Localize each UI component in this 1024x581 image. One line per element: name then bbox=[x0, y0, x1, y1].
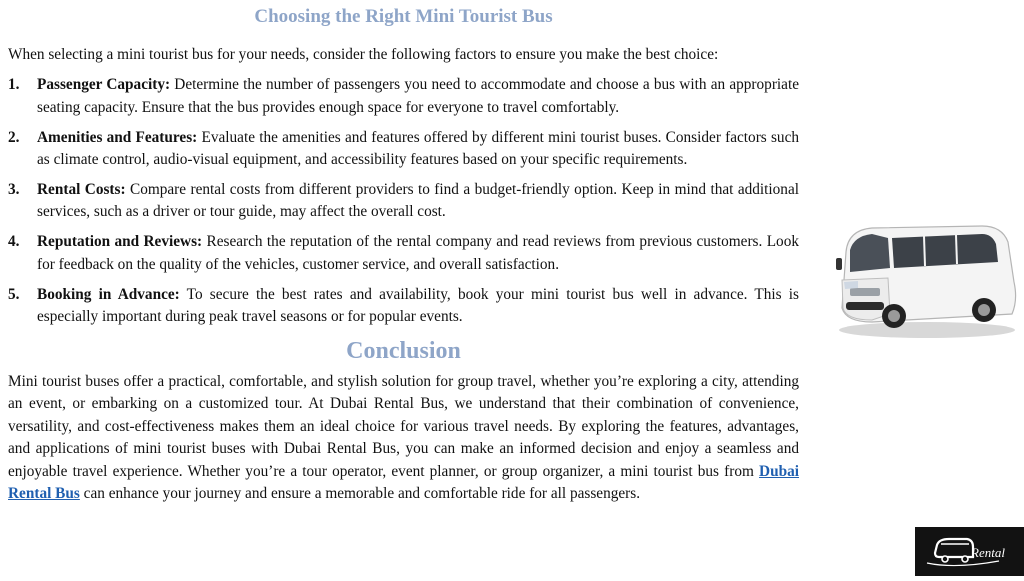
logo-text: Rental bbox=[971, 545, 1005, 560]
list-number: 5. bbox=[8, 285, 20, 303]
conclusion-heading: Conclusion bbox=[346, 337, 461, 364]
factor-text: To secure the best rates and availability, book your mini tourist bus well in advance. This is especially important during peak travel seasons or for popular events. bbox=[37, 285, 799, 326]
bus-logo-icon bbox=[915, 527, 1024, 576]
factor-label: Passenger Capacity: bbox=[37, 76, 171, 94]
list-number: 4. bbox=[8, 233, 20, 251]
intro-paragraph: When selecting a mini tourist bus for your needs, consider the following factors to ensure you make the best choice: bbox=[8, 46, 719, 63]
page-title: Choosing the Right Mini Tourist Bus bbox=[254, 6, 553, 27]
factor-label: Rental Costs: bbox=[37, 181, 126, 199]
factor-label: Amenities and Features: bbox=[37, 128, 198, 146]
list-item bbox=[8, 179, 799, 224]
factor-text: Determine the number of passengers you need to accommodate and choose a bus with an appropriate seating capacity. Ensure that the bus provides enough space for everyone to travel comfortably. bbox=[37, 76, 799, 116]
list-number: 2. bbox=[8, 128, 20, 146]
list-item bbox=[8, 127, 799, 172]
list-item bbox=[8, 284, 799, 329]
dubai-rental-bus-link[interactable]: Dubai Rental Bus bbox=[8, 462, 799, 502]
list-number: 1. bbox=[8, 76, 20, 94]
conclusion-text-end: can enhance your journey and ensure a memorable and comfortable ride for all passengers. bbox=[79, 485, 641, 502]
conclusion-paragraph bbox=[8, 371, 799, 505]
factor-text: Evaluate the amenities and features offered by different mini tourist buses. Consider factors such as climate control, audio-visual equipment, and accessibility features based on your specific requirements. bbox=[37, 128, 800, 169]
factor-text: Research the reputation of the rental company and read reviews from previous customers. Look for feedback on the quality of the vehicles, customer service, and overall satisfaction. bbox=[37, 233, 799, 273]
list-item bbox=[8, 231, 799, 276]
factor-text: Compare rental costs from different providers to find a budget-friendly option. Keep in mind that additional services, such as a driver or tour guide, may affect the overall cost. bbox=[37, 181, 799, 221]
minibus-image bbox=[832, 222, 1022, 342]
list-number: 3. bbox=[8, 181, 20, 199]
document-body bbox=[8, 0, 799, 505]
factor-label: Booking in Advance: bbox=[37, 285, 180, 303]
brand-logo bbox=[915, 527, 1024, 576]
list-item bbox=[8, 74, 799, 119]
factor-label: Reputation and Reviews: bbox=[37, 233, 203, 251]
conclusion-text: Mini tourist buses offer a practical, comfortable, and stylish solution for group travel, whether you’re exploring a city, attending an event, or embarking on a customized tour. At Dubai Rental Bus, we understand that their combination of convenience, versatility, and cost-effectiveness makes them an ideal choice for various travel needs. By exploring the features, advantages, and applications of mini tourist buses with Dubai Rental Bus, you can make an informed decision and enjoy a seamless and enjoyable travel experience. Whether you’re a tour operator, event planner, or group organizer, a mini tourist bus from bbox=[8, 372, 799, 480]
factors-list bbox=[8, 74, 799, 328]
